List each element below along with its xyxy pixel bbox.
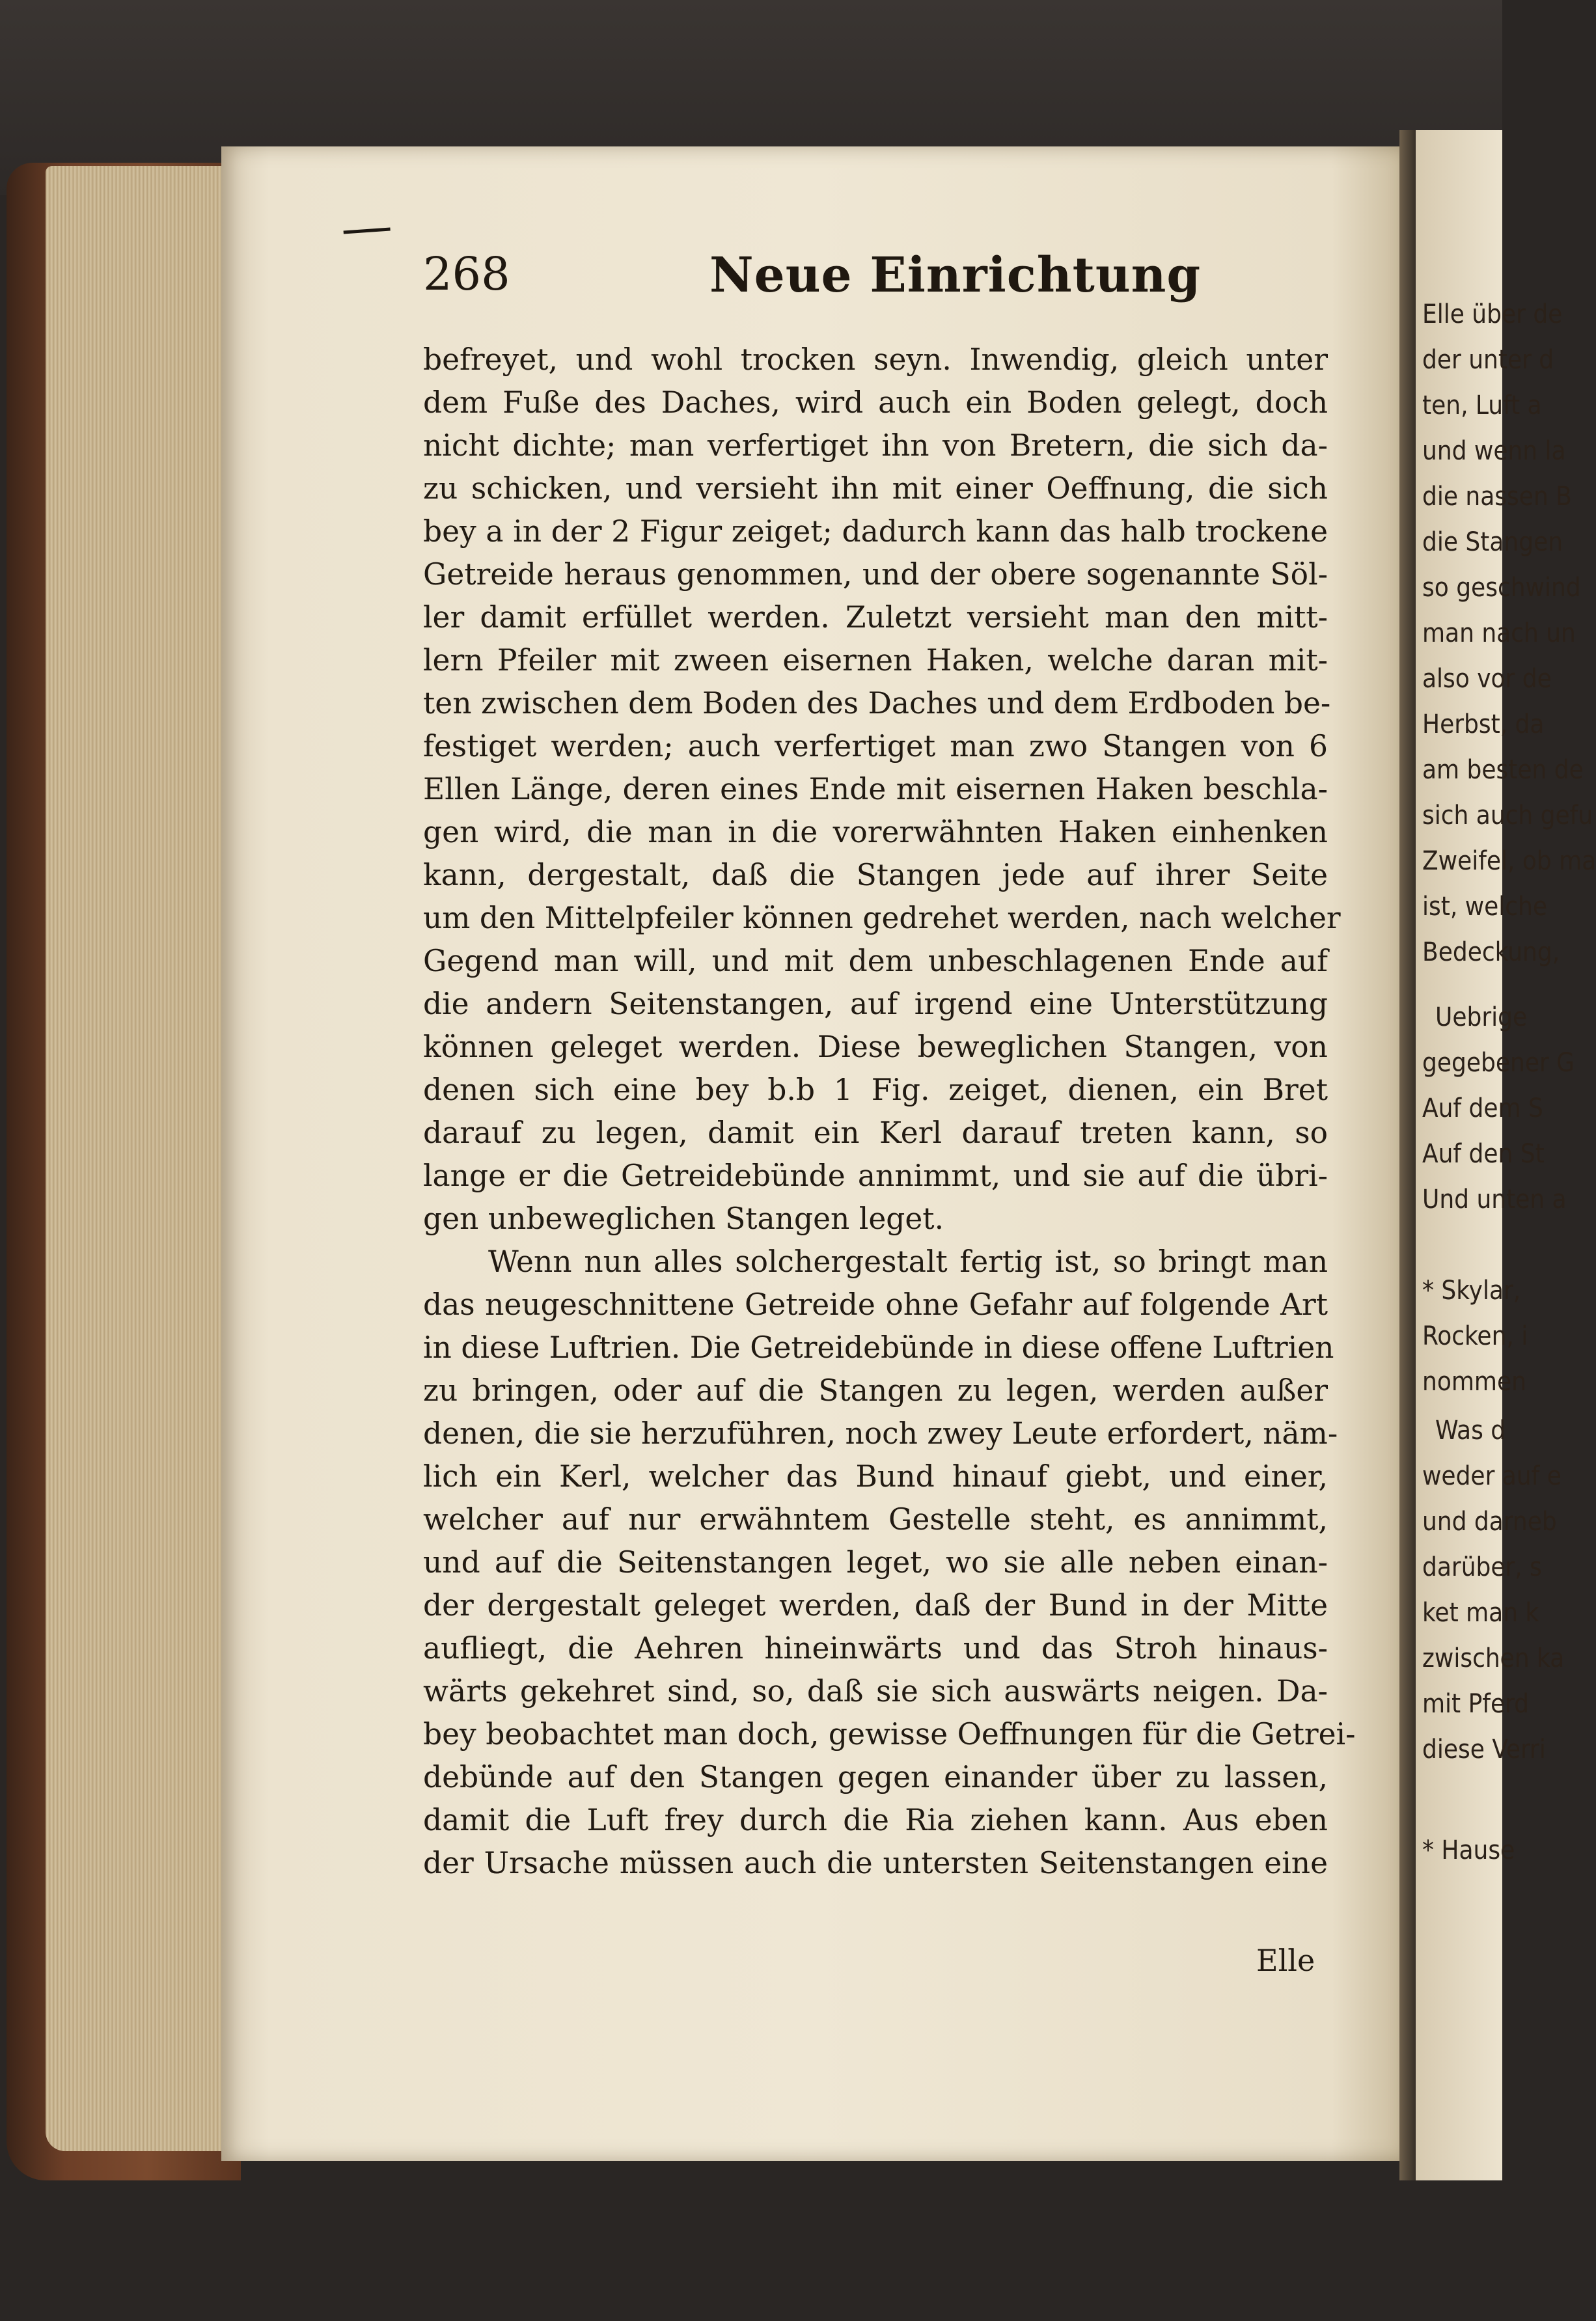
text-line: Ellen Länge, deren eines Ende mit eisernen Haken beschla-: [423, 772, 1328, 806]
text-line: zu schicken, und versieht ihn mit einer Oeffnung, die sich: [423, 471, 1328, 506]
facing-line: man nach un: [1422, 618, 1576, 648]
text-line: befreyet, und wohl trocken seyn. Inwendig, gleich unter: [423, 342, 1328, 377]
facing-line: Auf den St: [1422, 1139, 1545, 1169]
facing-line: Was d: [1435, 1416, 1506, 1446]
text-line: debünde auf den Stangen gegen einander über zu lassen,: [423, 1760, 1328, 1794]
facing-line: ist, welche: [1422, 892, 1548, 922]
facing-line: Elle über de: [1422, 299, 1563, 329]
facing-line: die nassen B: [1422, 482, 1572, 512]
facing-line: zwischen ka: [1422, 1643, 1565, 1673]
facing-page-fragment: [1416, 130, 1596, 2180]
facing-line: und wenn la: [1422, 436, 1566, 466]
text-line: um den Mittelpfeiler können gedrehet werden, nach welcher: [423, 901, 1341, 935]
text-line: der dergestalt geleget werden, daß der Bund in der Mitte: [423, 1588, 1328, 1623]
facing-line: nommen: [1422, 1367, 1526, 1397]
text-line: damit die Luft frey durch die Ria ziehen kann. Aus eben: [423, 1803, 1328, 1837]
catchword: Elle: [1256, 1943, 1315, 1978]
facing-line: Zweifel, ob ma: [1422, 846, 1596, 876]
facing-line: ket man k: [1422, 1598, 1539, 1628]
facing-line: ten, Luft a: [1422, 391, 1542, 420]
text-line: in diese Luftrien. Die Getreidebünde in diese offene Luftrien: [423, 1330, 1334, 1365]
text-line: bey a in der 2 Figur zeiget; dadurch kann das halb trockene: [423, 514, 1328, 549]
text-line: Gegend man will, und mit dem unbeschlagenen Ende auf: [423, 944, 1328, 978]
facing-line: die Stangen: [1422, 527, 1563, 557]
facing-line: diese Verri: [1422, 1735, 1546, 1765]
text-line: wärts gekehret sind, so, daß sie sich auswärts neigen. Da-: [423, 1674, 1328, 1709]
facing-line: Und unten a: [1422, 1185, 1567, 1215]
facing-line: und darneb: [1422, 1507, 1557, 1537]
page-stack-edge: [46, 166, 241, 2151]
text-line: festiget werden; auch verfertiget man zwo Stangen von 6: [423, 729, 1328, 763]
page-number: 268: [423, 247, 510, 301]
text-line: ten zwischen dem Boden des Daches und dem Erdboden be-: [423, 686, 1331, 721]
text-line: lern Pfeiler mit zween eisernen Haken, welche daran mit-: [423, 643, 1328, 678]
text-line: Getreide heraus genommen, und der obere sogenannte Söl-: [423, 557, 1328, 592]
facing-line: mit Pferd: [1422, 1689, 1530, 1719]
text-line: das neugeschnittene Getreide ohne Gefahr auf folgende Art: [423, 1287, 1328, 1322]
text-line: aufliegt, die Aehren hineinwärts und das Stroh hinaus-: [423, 1631, 1328, 1666]
text-line: denen sich eine bey b.b 1 Fig. zeiget, dienen, ein Bret: [423, 1073, 1328, 1107]
text-line: ler damit erfüllet werden. Zuletzt versieht man den mitt-: [423, 600, 1328, 635]
text-line: und auf die Seitenstangen leget, wo sie alle neben einan-: [423, 1545, 1328, 1580]
text-line: lange er die Getreidebünde annimmt, und sie auf die übri-: [423, 1159, 1328, 1193]
facing-line: * Skylar,: [1422, 1276, 1521, 1306]
text-line: können geleget werden. Diese beweglichen Stangen, von: [423, 1030, 1328, 1064]
facing-line: Rocken, i: [1422, 1321, 1528, 1351]
facing-line: gegebener G: [1422, 1048, 1575, 1078]
text-line: nicht dichte; man verfertiget ihn von Bretern, die sich da-: [423, 428, 1328, 463]
text-line: darauf zu legen, damit ein Kerl darauf treten kann, so: [423, 1116, 1328, 1150]
text-line: welcher auf nur erwähntem Gestelle steht, es annimmt,: [423, 1502, 1328, 1537]
facing-line: Uebrige: [1435, 1002, 1528, 1032]
facing-line: Auf dem S: [1422, 1093, 1543, 1123]
facing-line: darüber, s: [1422, 1552, 1542, 1582]
text-line: zu bringen, oder auf die Stangen zu legen, werden außer: [423, 1373, 1328, 1408]
facing-line: weder auf e: [1422, 1461, 1562, 1491]
page-header: [423, 247, 1315, 312]
facing-line: der unter d: [1422, 345, 1554, 375]
facing-line: am besten de: [1422, 755, 1584, 785]
facing-line: sich auch gefu: [1422, 801, 1593, 831]
text-line: gen unbeweglichen Stangen leget.: [423, 1202, 944, 1236]
facing-line: also vor de: [1422, 664, 1552, 694]
text-line: denen, die sie herzuführen, noch zwey Leute erfordert, näm-: [423, 1416, 1338, 1451]
text-line: die andern Seitenstangen, auf irgend eine Unterstützung: [423, 987, 1328, 1021]
text-line: kann, dergestalt, daß die Stangen jede auf ihrer Seite: [423, 858, 1328, 892]
text-line: gen wird, die man in die vorerwähnten Haken einhenken: [423, 815, 1328, 849]
text-line: bey beobachtet man doch, gewisse Oeffnungen für die Getrei-: [423, 1717, 1356, 1751]
text-line: der Ursache müssen auch die untersten Seitenstangen eine: [423, 1846, 1328, 1880]
facing-line: Herbst, da: [1422, 709, 1545, 739]
text-line: Wenn nun alles solchergestalt fertig ist, so bringt man: [488, 1244, 1328, 1279]
facing-line: Bedeckung,: [1422, 937, 1560, 967]
facing-line: so geschwind: [1422, 573, 1581, 603]
running-head: Neue Einrichtung: [709, 247, 1202, 303]
facing-line: * Hause: [1422, 1835, 1515, 1865]
text-line: lich ein Kerl, welcher das Bund hinauf giebt, und einer,: [423, 1459, 1328, 1494]
text-line: dem Fuße des Daches, wird auch ein Boden gelegt, doch: [423, 385, 1328, 420]
